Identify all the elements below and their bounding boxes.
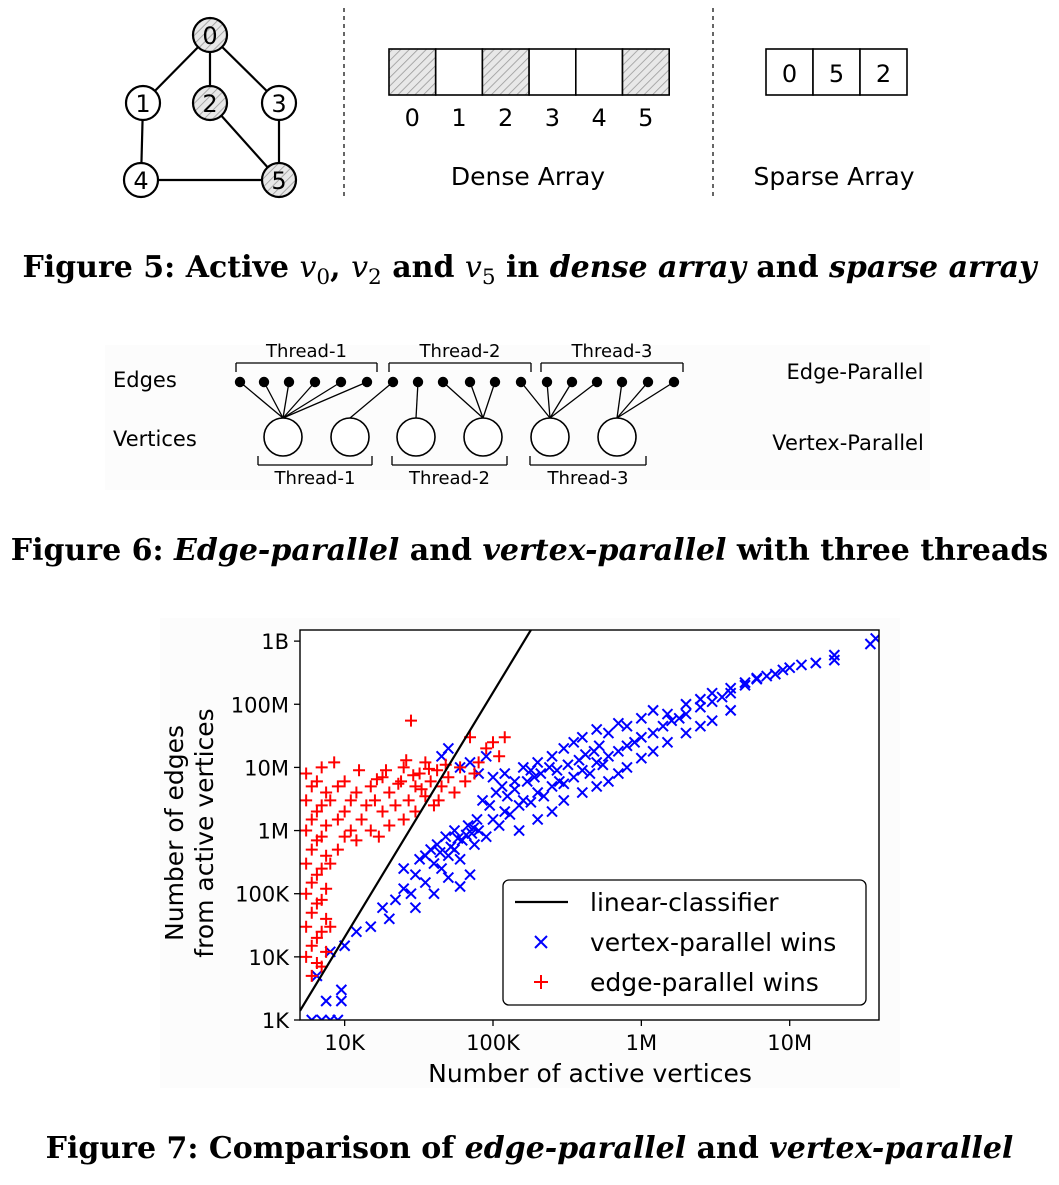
y-axis-label-line1: Number of edges (160, 725, 189, 941)
figure-7-caption (0, 1131, 1059, 1166)
edge-dot-8 (438, 377, 448, 387)
vertex-circle-5 (598, 418, 636, 456)
y-axis-label-line2: from active vertices (190, 708, 219, 958)
fig5-caption-and2: and (745, 250, 830, 285)
edge-dot-13 (567, 377, 577, 387)
edge-dot-10 (490, 377, 500, 387)
vertex-circle-1 (331, 418, 369, 456)
graph-node-label-5: 5 (271, 167, 287, 195)
edge-dot-4 (336, 377, 346, 387)
sparse-array (766, 49, 907, 95)
edge-dot-7 (413, 377, 423, 387)
edge-dot-16 (643, 377, 653, 387)
edge-dot-1 (259, 377, 269, 387)
dense-array (389, 49, 669, 132)
sparse-array-label: Sparse Array (753, 162, 915, 191)
dense-cell-2 (482, 49, 529, 95)
fig5-caption-and: and (381, 250, 465, 285)
fig5-caption-v5-letter: v (464, 250, 482, 285)
vertex-circle-3 (464, 418, 502, 456)
edge-dot-12 (542, 377, 552, 387)
edge-dot-9 (465, 377, 475, 387)
graph-node-label-1: 1 (135, 90, 151, 118)
edge-dot-2 (284, 377, 294, 387)
edge-thread-2-label: Thread-2 (419, 341, 501, 362)
fig5-caption-in: in (495, 250, 550, 285)
fig7-caption-vertex: vertex-parallel (769, 1131, 1014, 1166)
edge-dot-0 (235, 377, 245, 387)
dense-index-5: 5 (638, 104, 654, 132)
fig5-caption-v5 (464, 250, 496, 290)
fig5-caption-v2-sub: 2 (368, 265, 382, 290)
graph-node-label-0: 0 (202, 22, 218, 50)
legend-label-2: edge-parallel wins (590, 968, 819, 997)
legend-label-1: vertex-parallel wins (590, 928, 837, 957)
dense-cell-4 (576, 49, 623, 95)
fig5-caption-v0-letter: v (299, 250, 317, 285)
x-tick-label-1M: 1M (625, 1031, 658, 1055)
fig7-caption-prefix: Figure 7: Comparison of (45, 1131, 465, 1166)
fig6-caption-vertex: vertex-parallel (482, 533, 727, 568)
vertex-circle-0 (264, 418, 302, 456)
dense-cell-5 (623, 49, 670, 95)
fig5-caption-v5-sub: 5 (481, 265, 496, 290)
row-label-edges: Edges (113, 368, 177, 392)
fig5-caption-v0 (299, 250, 331, 290)
x-tick-label-10K: 10K (324, 1031, 365, 1055)
y-tick-label-100K: 100K (235, 882, 289, 907)
y-axis-label (160, 708, 219, 957)
y-tick-label-1M: 1M (257, 819, 289, 844)
fig7-caption-and: and (686, 1131, 770, 1166)
fig5-caption-sparse: sparse array (829, 250, 1037, 285)
vertex-circle-2 (397, 418, 435, 456)
edge-parallel-label: Edge-Parallel (786, 360, 924, 384)
edge-dot-3 (310, 377, 320, 387)
edge-dot-6 (388, 377, 398, 387)
graph-node-label-2: 2 (202, 90, 218, 118)
y-tick-label-10M: 10M (244, 756, 289, 781)
dense-cell-3 (529, 49, 576, 95)
vertex-thread-2-label: Thread-2 (409, 468, 490, 489)
graph-node-label-3: 3 (271, 90, 287, 118)
edge-thread-3-label: Thread-3 (571, 341, 653, 362)
fig7-caption-edge: edge-parallel (464, 1131, 687, 1166)
x-tick-label-100K: 100K (466, 1031, 520, 1055)
vertex-circle-4 (531, 418, 569, 456)
dense-cell-0 (389, 49, 436, 95)
dense-array-label: Dense Array (450, 162, 606, 191)
fig5-caption-v2-letter: v (351, 250, 369, 285)
vertex-parallel-label: Vertex-Parallel (772, 431, 924, 455)
row-label-vertices: Vertices (113, 427, 197, 451)
dense-index-3: 3 (544, 104, 561, 132)
vertex-thread-3-label: Thread-3 (547, 468, 629, 489)
graph-node-label-4: 4 (133, 167, 149, 195)
y-tick-label-1K: 1K (261, 1009, 289, 1033)
legend-label-0: linear-classifier (590, 888, 779, 917)
y-tick-label-1B: 1B (261, 630, 289, 655)
fig5-caption-sep1: , (330, 250, 352, 285)
y-tick-label-100M: 100M (230, 693, 289, 718)
dense-index-1: 1 (451, 104, 467, 132)
fig6-caption-suffix: with three threads (726, 533, 1049, 568)
x-tick-label-10M: 10M (767, 1031, 813, 1055)
chart-legend (503, 880, 866, 1005)
fig5-caption-v0-sub: 0 (316, 265, 331, 290)
y-tick-label-10K: 10K (248, 945, 289, 970)
x-axis-label: Number of active vertices (428, 1059, 752, 1088)
graph-nodes (124, 18, 296, 197)
vertex-thread-1-label: Thread-1 (274, 468, 356, 489)
edge-dot-15 (617, 377, 627, 387)
edge-dot-11 (516, 377, 526, 387)
dense-index-2: 2 (498, 104, 514, 132)
edge-dot-17 (669, 377, 679, 387)
dense-index-4: 4 (591, 104, 607, 132)
fig6-caption-edge: Edge-parallel (174, 533, 400, 568)
figure-5-caption (0, 250, 1059, 290)
fig5-caption-dense: dense array (549, 250, 746, 285)
sparse-value-2: 2 (875, 60, 892, 88)
edge-dot-14 (592, 377, 602, 387)
fig5-caption-v2 (351, 250, 382, 290)
fig6-caption-and: and (399, 533, 483, 568)
dense-cell-1 (436, 49, 483, 95)
edge-thread-1-label: Thread-1 (266, 341, 347, 362)
fig5-caption-prefix: Figure 5: Active (22, 250, 300, 285)
sparse-value-1: 5 (828, 60, 845, 88)
edge-dot-5 (362, 377, 372, 387)
fig6-caption-prefix: Figure 6: (10, 533, 175, 568)
figure-6-caption (0, 533, 1059, 568)
dense-index-0: 0 (404, 104, 420, 132)
sparse-value-0: 0 (781, 60, 798, 88)
